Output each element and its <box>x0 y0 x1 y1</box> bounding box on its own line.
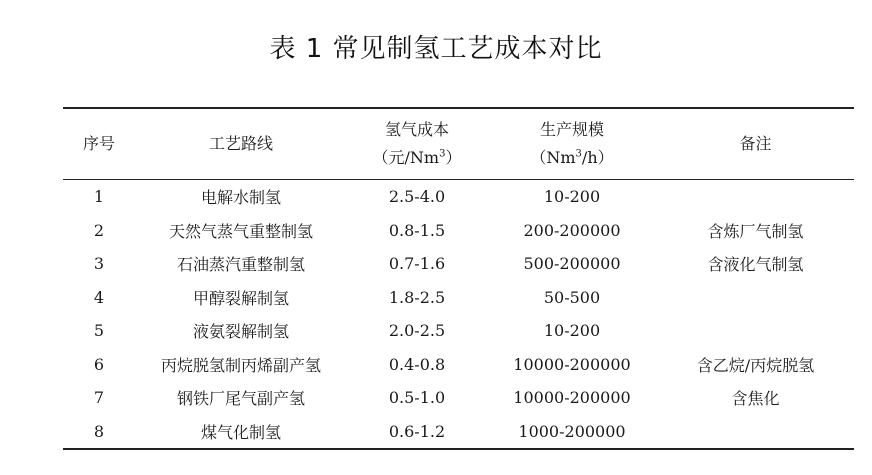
cost-comparison-table <box>63 107 854 450</box>
cell-seq: 7 <box>93 388 105 408</box>
cell-cost: 0.8-1.5 <box>388 220 446 240</box>
header-scale <box>487 108 657 180</box>
table-row <box>63 415 854 450</box>
cost-comparison-table-container <box>63 107 854 450</box>
cell-process: 液氨裂解制氢 <box>192 322 289 342</box>
cell-note: 含乙烷/丙烷脱氢 <box>696 355 815 375</box>
cell-process: 天然气蒸气重整制氢 <box>168 221 313 241</box>
header-cost <box>347 108 487 180</box>
cell-seq: 6 <box>93 354 105 374</box>
cell-note <box>657 415 854 450</box>
table-row <box>63 281 854 315</box>
cell-scale: 50-500 <box>543 287 601 307</box>
cell-scale: 500-200000 <box>523 254 621 274</box>
table-row <box>63 348 854 382</box>
cell-scale: 10-200 <box>543 187 601 207</box>
table-row <box>63 247 854 281</box>
cell-scale: 10000-200000 <box>513 388 631 408</box>
cell-process: 钢铁厂尾气副产氢 <box>176 389 305 409</box>
cell-seq: 3 <box>93 254 105 274</box>
header-seq: 序号 <box>82 134 115 153</box>
header-cost-unit: （元/Nm$^3$） <box>372 148 462 167</box>
table-row <box>63 180 854 214</box>
cell-cost: 0.4-0.8 <box>388 354 446 374</box>
table-row <box>63 381 854 415</box>
cell-scale: 10-200 <box>543 321 601 341</box>
cell-process: 石油蒸汽重整制氢 <box>176 255 305 275</box>
cell-seq: 2 <box>93 220 105 240</box>
cell-cost: 2.5-4.0 <box>388 187 446 207</box>
cell-cost: 1.8-2.5 <box>388 287 446 307</box>
cell-process: 丙烷脱氢制丙烯副产氢 <box>160 355 321 375</box>
cell-process: 煤气化制氢 <box>200 422 281 442</box>
header-note: 备注 <box>739 134 772 153</box>
cell-note: 含液化气制氢 <box>707 255 804 275</box>
cell-seq: 5 <box>93 321 105 341</box>
header-process: 工艺路线 <box>208 134 273 153</box>
cell-cost: 0.5-1.0 <box>388 388 446 408</box>
table-row <box>63 314 854 348</box>
header-row <box>63 108 854 180</box>
cell-scale: 1000-200000 <box>518 421 626 441</box>
cell-seq: 1 <box>93 187 105 207</box>
cell-note: 含焦化 <box>731 389 780 409</box>
cell-seq: 8 <box>93 421 105 441</box>
cell-note <box>657 314 854 348</box>
cell-process: 甲醇裂解制氢 <box>192 288 289 308</box>
cell-cost: 0.7-1.6 <box>388 254 446 274</box>
cell-seq: 4 <box>93 287 105 307</box>
table-header <box>63 108 854 180</box>
cell-scale: 200-200000 <box>523 220 621 240</box>
cell-cost: 0.6-1.2 <box>388 421 446 441</box>
cell-note <box>657 180 854 214</box>
header-scale-unit: （Nm$^3$/h） <box>530 148 614 167</box>
cell-scale: 10000-200000 <box>513 354 631 374</box>
table-caption: 表 1 常见制氢工艺成本对比 <box>269 34 603 64</box>
cell-cost: 2.0-2.5 <box>388 321 446 341</box>
table-body <box>63 180 854 450</box>
table-row <box>63 214 854 248</box>
cell-process: 电解水制氢 <box>200 188 281 208</box>
cell-note: 含炼厂气制氢 <box>707 221 804 241</box>
header-cost-label: 氢气成本 <box>384 120 449 139</box>
cell-note <box>657 281 854 315</box>
header-scale-label: 生产规模 <box>539 120 604 139</box>
